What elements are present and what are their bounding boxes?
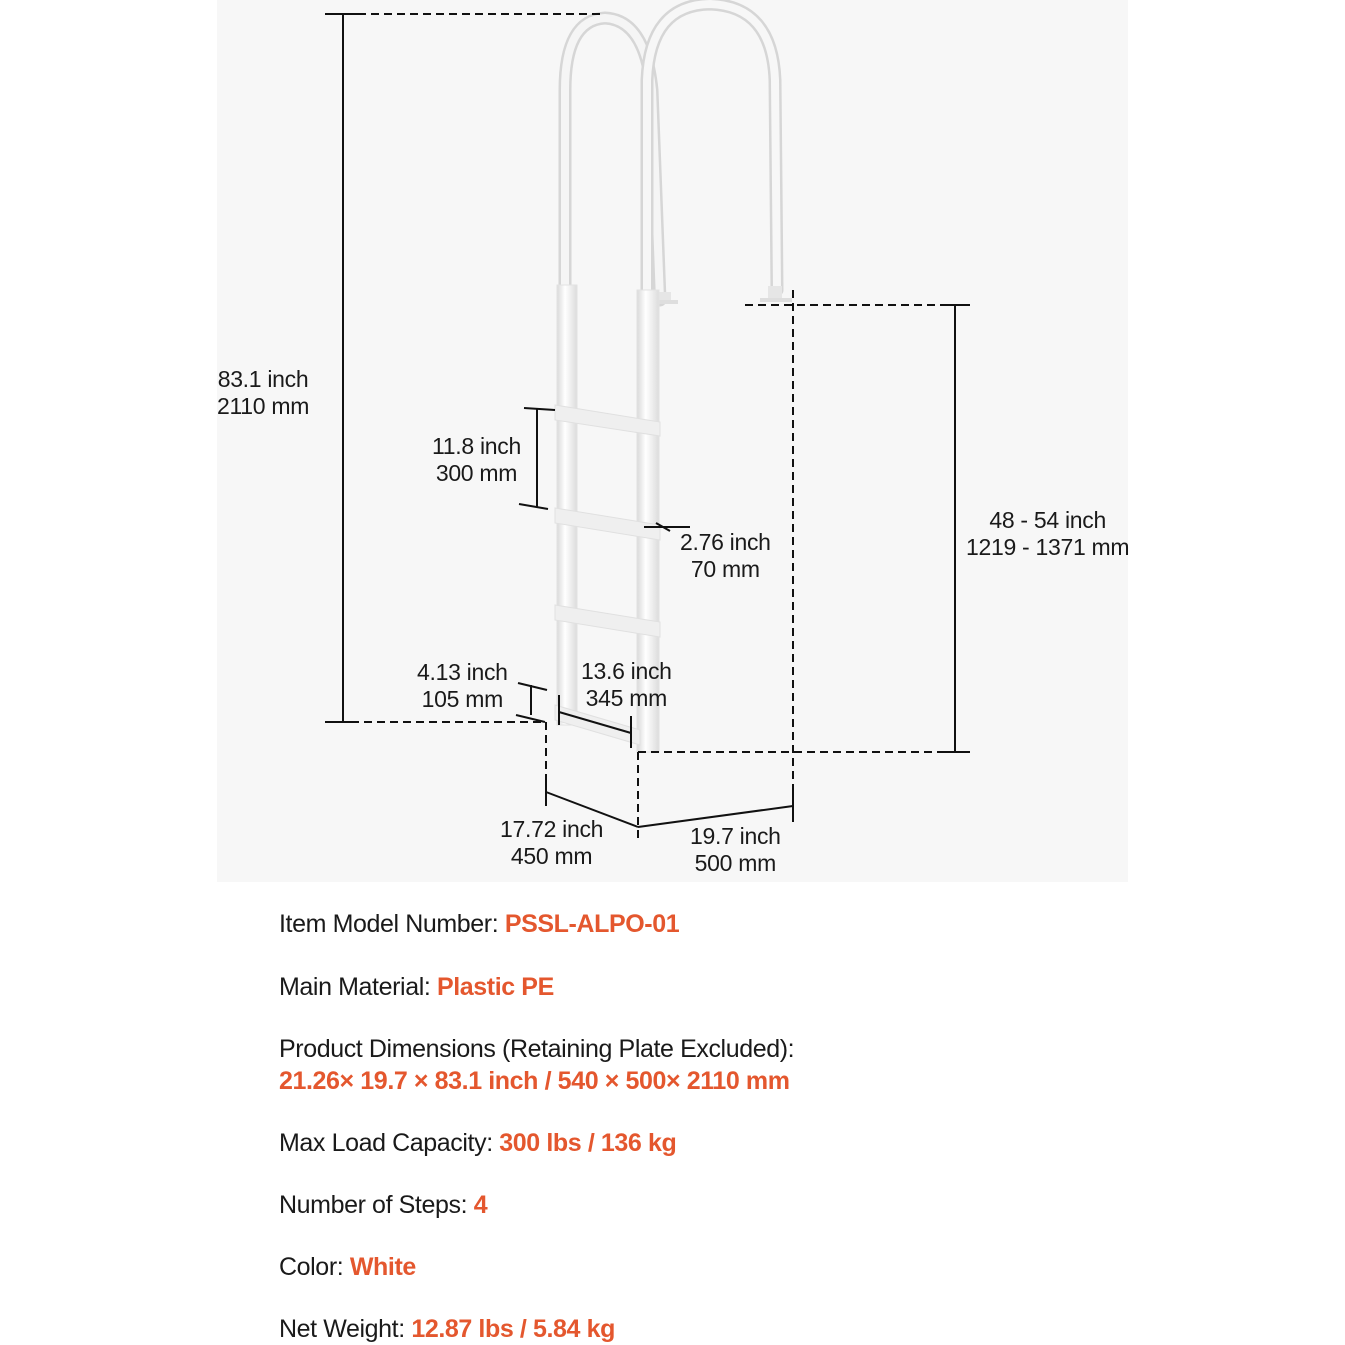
dim-total-height: 83.1 inch 2110 mm xyxy=(217,366,310,419)
dim-base-width: 19.7 inch 500 mm xyxy=(690,823,781,876)
dim-step-depth: 2.76 inch 70 mm xyxy=(680,529,771,582)
spec-net-weight: Net Weight: 12.87 lbs / 5.84 kg xyxy=(279,1315,615,1343)
dim-step-spacing: 11.8 inch 300 mm xyxy=(432,433,521,486)
spec-material: Main Material: Plastic PE xyxy=(279,973,554,1001)
dim-base-depth: 17.72 inch 450 mm xyxy=(500,816,604,869)
spec-color: Color: White xyxy=(279,1253,416,1281)
spec-steps: Number of Steps: 4 xyxy=(279,1191,488,1219)
handrail-icon xyxy=(565,4,777,300)
spec-dimensions: Product Dimensions (Retaining Plate Excluded): 21.26× 19.7 × 83.1 inch / 540 × 500× 2110 mm xyxy=(279,1035,795,1095)
spec-model-number: Item Model Number: PSSL-ALPO-01 xyxy=(279,910,680,938)
dim-step-width: 13.6 inch 345 mm xyxy=(581,658,672,711)
dim-bottom-clearance: 4.13 inch 105 mm xyxy=(417,659,508,712)
dim-pool-wall-height: 48 - 54 inch 1219 - 1371 mm xyxy=(966,507,1130,560)
spec-max-load: Max Load Capacity: 300 lbs / 136 kg xyxy=(279,1129,677,1157)
